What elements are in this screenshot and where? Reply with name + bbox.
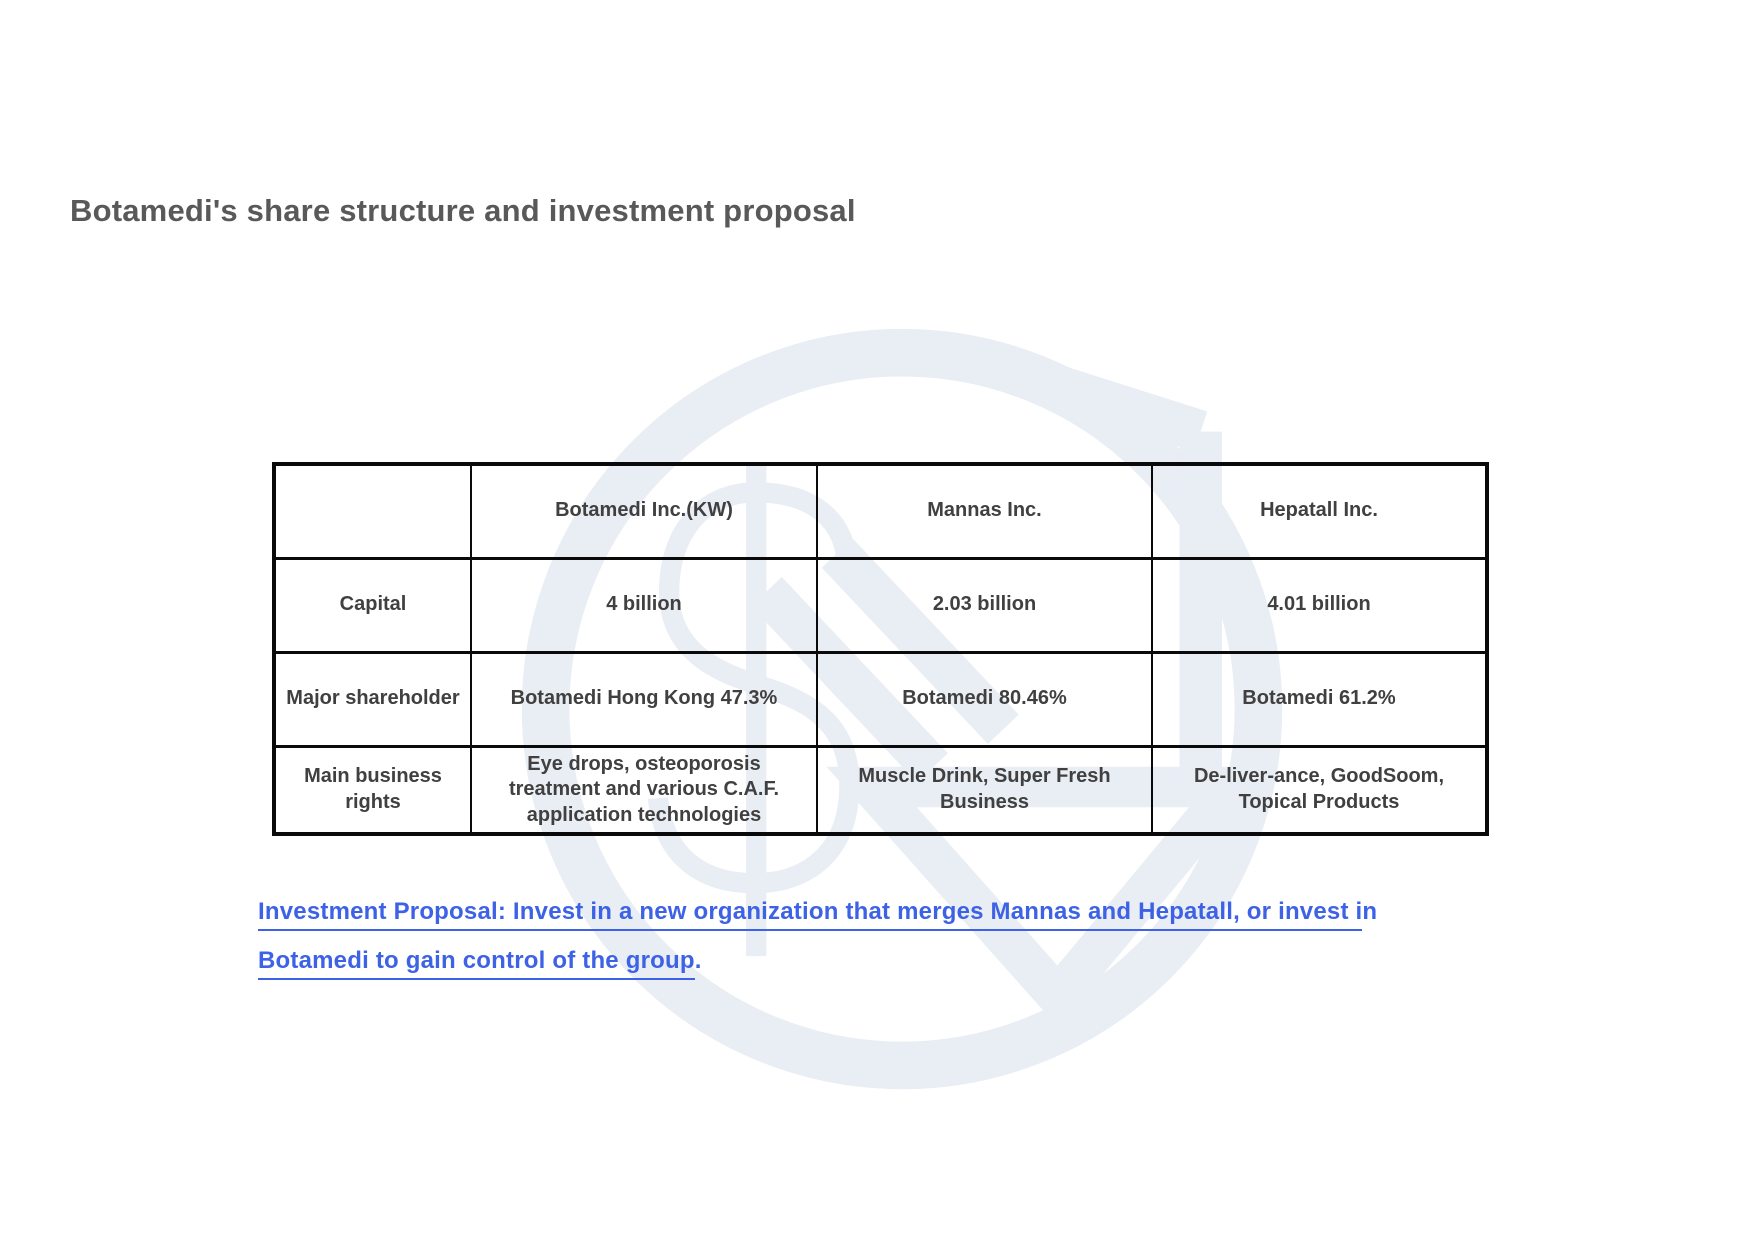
row-label-capital: Capital [274,558,471,652]
proposal-line-1 [258,898,1377,926]
shareholder-botamedi: Botamedi Hong Kong 47.3% [471,652,817,746]
shareholder-mannas: Botamedi 80.46% [817,652,1152,746]
shareholder-hepatall: Botamedi 61.2% [1152,652,1487,746]
proposal-line-1-underlined: Investment Proposal: Invest in a new organization that merges Mannas and Hepatall, or invest i [258,898,1362,931]
row-label-main-business: Main business rights [274,746,471,834]
table-row-main-business [274,746,1487,834]
table-header-row [274,464,1487,558]
business-botamedi: Eye drops, osteoporosis treatment and various C.A.F. application technologies [471,746,817,834]
table-row-major-shareholder [274,652,1487,746]
proposal-line-2-underlined: Botamedi to gain control of the group [258,947,695,980]
header-cell-hepatall: Hepatall Inc. [1152,464,1487,558]
header-cell-mannas: Mannas Inc. [817,464,1152,558]
page-title: Botamedi's share structure and investment proposal [70,193,856,228]
share-structure-table [272,462,1489,836]
row-label-major-shareholder: Major shareholder [274,652,471,746]
capital-hepatall: 4.01 billion [1152,558,1487,652]
proposal-line-1-tail: n [1362,898,1378,925]
capital-botamedi: 4 billion [471,558,817,652]
investment-proposal-link[interactable] [258,898,1377,996]
proposal-line-2-tail: . [694,947,702,974]
business-hepatall: De-liver-ance, GoodSoom, Topical Products [1152,746,1487,834]
header-cell-empty [274,464,471,558]
table-row-capital [274,558,1487,652]
proposal-line-2 [258,947,1377,975]
business-mannas: Muscle Drink, Super Fresh Business [817,746,1152,834]
header-cell-botamedi: Botamedi Inc.(KW) [471,464,817,558]
capital-mannas: 2.03 billion [817,558,1152,652]
